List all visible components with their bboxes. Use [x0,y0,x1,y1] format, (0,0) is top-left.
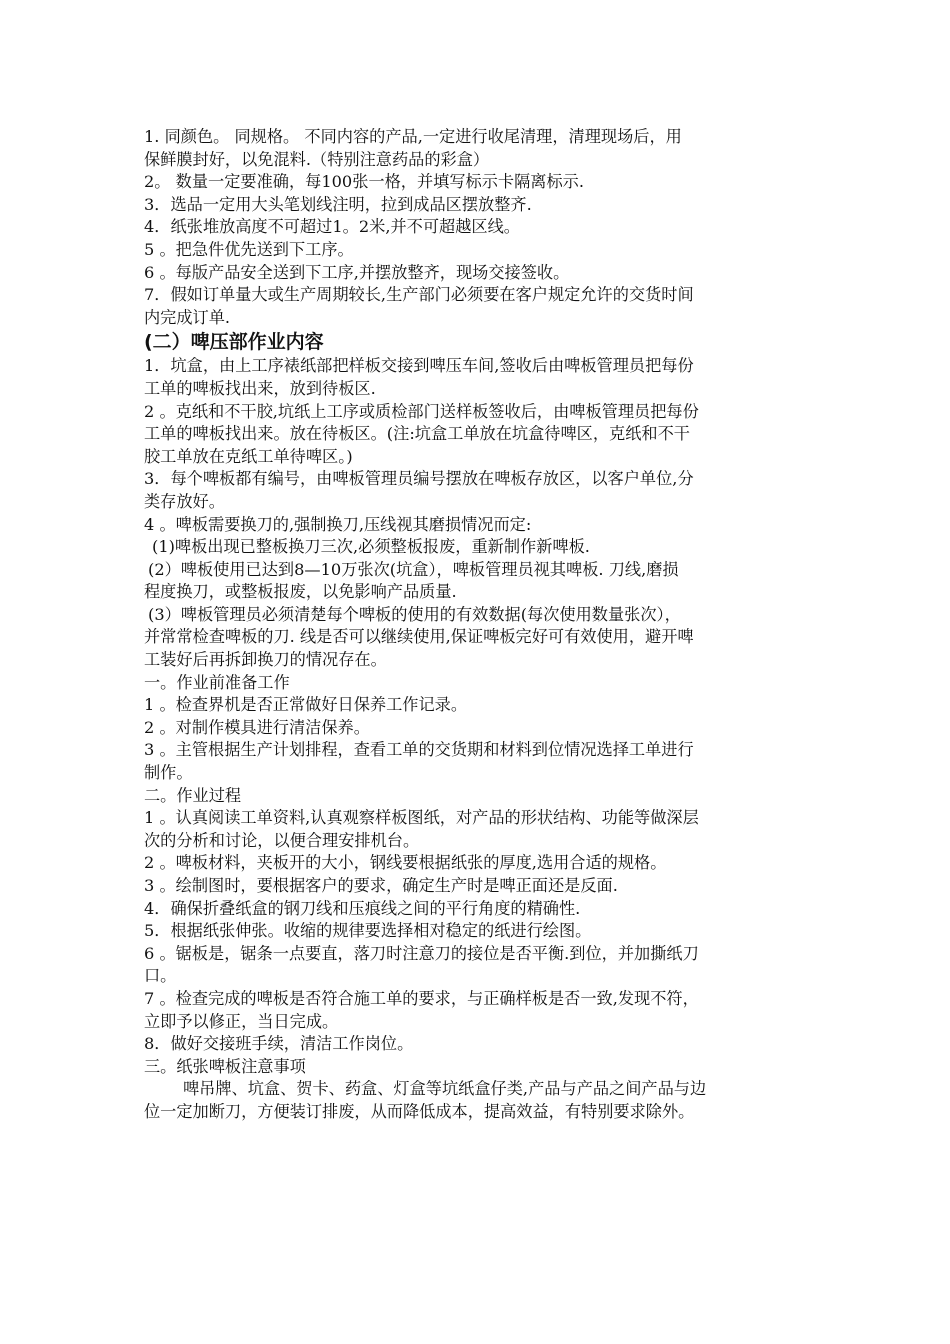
text-line: 次的分析和讨论，以便合理安排机台。 [144,830,420,850]
text-line: 6 。锯板是，锯条一点要直，落刀时注意刀的接位是否平衡.到位，并加撕纸刀 [144,943,699,963]
text-line: 胶工单放在克纸工单待啤区。) [144,446,353,466]
text-line: (1)啤板出现已整板换刀三次,必须整板报废，重新制作新啤板. [152,537,590,557]
text-line: 位一定加断刀，方便装订排废，从而降低成本，提高效益，有特别要求除外。 [144,1101,695,1121]
text-line: 4 。啤板需要换刀的,强制换刀,压线视其磨损情况而定: [144,514,532,534]
text-line: 3．选品一定用大头笔划线注明，拉到成品区摆放整齐. [144,194,532,214]
text-line: 5 。把急件优先送到下工序。 [144,239,354,259]
section-heading: (二）啤压部作业内容 [144,331,324,354]
text-line: 3 。主管根据生产计划排程，查看工单的交货期和材料到位情况选择工单进行 [144,740,694,760]
text-line: 3 。绘制图时，要根据客户的要求，确定生产时是啤正面还是反面. [144,876,618,895]
text-line: 7 。检查完成的啤板是否符合施工单的要求，与正确样板是否一致,发现不符， [144,988,699,1008]
text-line: 2 。啤板材料，夹板开的大小，钢线要根据纸张的厚度,选用合适的规格。 [144,853,667,873]
text-line: 2 。对制作模具进行清洁保养。 [144,717,370,737]
text-line: 6 。每版产品安全送到下工序,并摆放整齐，现场交接签收。 [144,262,570,282]
text-line: 制作。 [144,763,193,783]
subsection-heading: 二。作业过程 [144,785,242,805]
text-line: (2）啤板使用已达到8—10万张次(坑盒），啤板管理员视其啤板. 刀线,磨损 [148,559,679,579]
text-line: 1 。检查界机是否正常做好日保养工作记录。 [144,695,468,715]
text-line: 保鲜膜封好，以免混料.（特别注意药品的彩盒） [144,149,490,169]
text-line: 工装好后再拆卸换刀的情况存在。 [144,650,387,670]
text-line: 1 。认真阅读工单资料,认真观察样板图纸，对产品的形状结构、功能等做深层 [144,808,699,828]
text-line: 1. 同颜色。 同规格。 不同内容的产品,一定进行收尾清理，清理现场后，用 [144,127,682,146]
subsection-heading: 三。纸张啤板注意事项 [144,1056,306,1076]
text-line: 8．做好交接班手续，清洁工作岗位。 [144,1034,414,1054]
text-line: 3．每个啤板都有编号，由啤板管理员编号摆放在啤板存放区，以客户单位,分 [144,469,694,489]
text-line: 5．根据纸张伸张。收缩的规律要选择相对稳定的纸进行绘图。 [144,921,592,941]
text-line: 2 。克纸和不干胶,坑纸上工序或质检部门送样板签收后，由啤板管理员把每份 [144,401,699,421]
text-line: 4．纸张堆放高度不可超过1。2米,并不可超越区线。 [144,217,520,237]
text-line: 内完成订单. [144,307,231,327]
text-line: 工单的啤板找出来。放在待板区。(注:坑盒工单放在坑盒待啤区，克纸和不干 [144,424,690,444]
text-line: 1．坑盒，由上工序裱纸部把样板交接到啤压车间,签收后由啤板管理员把每份 [144,356,694,376]
text-line: 并常常检查啤板的刀. 线是否可以继续使用,保证啤板完好可有效使用，避开啤 [144,627,694,647]
subsection-heading: 一。作业前准备工作 [144,672,290,692]
text-line: 2。 数量一定要准确，每100张一格，并填写标示卡隔离标示. [144,172,584,192]
text-line: (3）啤板管理员必须清楚每个啤板的使用的有效数据(每次使用数量张次）， [148,604,681,624]
text-line: 工单的啤板找出来，放到待板区. [144,378,376,398]
document-page [144,126,814,1124]
text-line: 立即予以修正，当日完成。 [144,1011,339,1031]
text-line: 7．假如订单量大或生产周期较长,生产部门必须要在客户规定允许的交货时间 [144,285,694,305]
text-line: 类存放好。 [144,491,225,511]
text-line: 4．确保折叠纸盒的钢刀线和压痕线之间的平行角度的精确性. [144,898,581,918]
text-line: 口。 [144,966,177,986]
text-line: 啤吊牌、坑盒、贺卡、药盒、灯盒等坑纸盒仔类,产品与产品之间产品与边 [183,1079,707,1099]
text-line: 程度换刀，或整板报废，以免影响产品质量. [144,582,457,602]
